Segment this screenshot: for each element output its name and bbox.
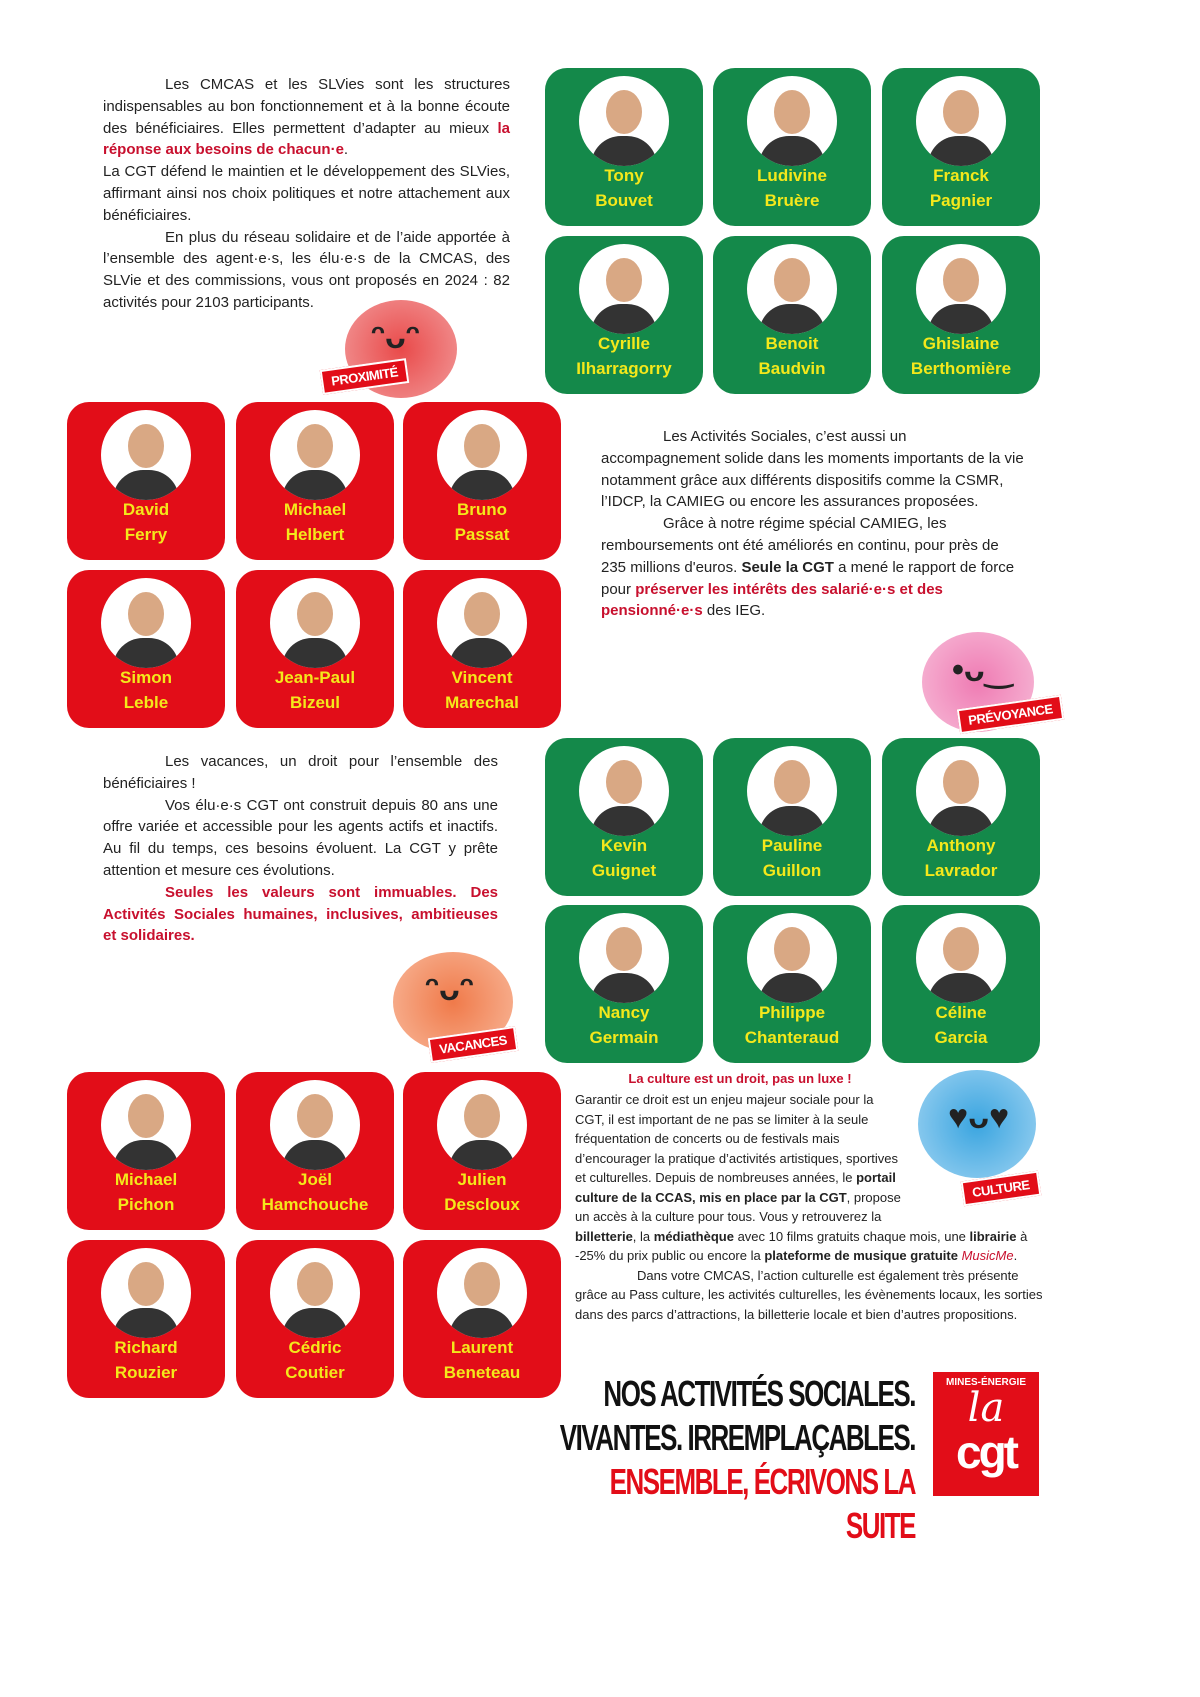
logo-subtitle: MINES-ÉNERGIE — [945, 1377, 1026, 1388]
member-first-name: Michael — [114, 1170, 178, 1189]
member-card — [545, 738, 703, 896]
member-first-name: Philippe — [758, 1003, 826, 1022]
member-photo — [437, 1248, 527, 1338]
member-last-name: Passat — [454, 525, 510, 544]
member-first-name: Cyrille — [598, 334, 650, 353]
member-last-name: Helbert — [285, 525, 345, 544]
wink-smiley-icon: •ᴗ‿ — [952, 651, 1013, 689]
member-first-name: Céline — [935, 1003, 987, 1022]
prevoyance-label: PRÉVOYANCE — [957, 695, 1064, 734]
member-first-name: Simon — [120, 668, 172, 687]
text-segment: MusicMe — [961, 1248, 1014, 1263]
slogan-line-2: VIVANTES. IRREMPLAÇABLES. — [559, 1417, 915, 1458]
logo-la: la — [967, 1385, 1005, 1431]
vacances-text — [103, 751, 498, 947]
member-photo — [747, 746, 837, 836]
member-last-name: Berthomière — [910, 359, 1012, 378]
text-segment: Grâce à notre régime spécial CAMIEG, les remboursements ont été améliorés en continu, pour près de 235 millions d'euros. — [601, 515, 999, 576]
paragraph — [575, 1266, 1045, 1325]
member-photo — [101, 578, 191, 668]
text-segment: , la — [632, 1228, 654, 1244]
member-last-name: Pagnier — [929, 191, 993, 210]
member-photo — [270, 1080, 360, 1170]
member-last-name: Garcia — [934, 1028, 988, 1047]
vacances-sticker — [393, 952, 513, 1057]
member-card — [403, 570, 561, 728]
member-first-name: Franck — [933, 166, 989, 185]
culture-title: La culture est un droit, pas un luxe ! — [628, 1071, 852, 1086]
text-segment: . — [343, 141, 349, 159]
member-first-name: Nancy — [598, 1003, 650, 1022]
text-segment: La CGT défend le maintien et le développement des SLVies, affirmant ainsi nos choix politiques et notre attachement aux bénéficiaires. — [103, 163, 510, 224]
member-first-name: Ghislaine — [922, 334, 1000, 353]
member-last-name: Baudvin — [758, 359, 826, 378]
member-card — [545, 68, 703, 226]
member-card — [713, 905, 871, 1063]
intro-text — [103, 74, 510, 314]
member-photo — [916, 913, 1006, 1003]
text-segment: préserver les intérêts des salarié·e·s et des pensionné·e·s — [601, 580, 943, 620]
slogan — [559, 1372, 915, 1548]
member-photo — [437, 578, 527, 668]
text-segment: billetterie — [575, 1228, 633, 1244]
member-card — [67, 402, 225, 560]
member-card — [67, 570, 225, 728]
member-photo — [270, 1248, 360, 1338]
member-card — [236, 1240, 394, 1398]
member-photo — [747, 913, 837, 1003]
member-photo — [747, 244, 837, 334]
member-last-name: Hamchouche — [261, 1195, 369, 1214]
text-segment: plateforme de musique gratuite — [764, 1248, 958, 1263]
member-card — [67, 1072, 225, 1230]
text-segment: des IEG. — [702, 602, 766, 620]
proximite-sticker — [330, 300, 457, 398]
member-last-name: Bouvet — [595, 191, 653, 210]
member-photo — [101, 1080, 191, 1170]
paragraph — [103, 882, 498, 947]
prevoyance-sticker — [922, 632, 1054, 732]
smiley-icon: ᵔᴗᵔ — [425, 970, 474, 1008]
member-card — [67, 1240, 225, 1398]
member-card — [403, 1240, 561, 1398]
member-first-name: Michael — [283, 500, 347, 519]
text-segment: . — [1013, 1248, 1018, 1263]
member-last-name: Ferry — [124, 525, 168, 544]
text-segment: à -25% du prix public ou encore la — [575, 1228, 1028, 1263]
text-segment: , propose un accès à la culture pour tous. Vous y retrouverez la — [575, 1189, 901, 1224]
member-card — [236, 402, 394, 560]
member-photo — [270, 578, 360, 668]
smiley-icon: ᵔᴗᵔ — [371, 318, 420, 356]
member-last-name: Germain — [589, 1028, 659, 1047]
member-photo — [579, 913, 669, 1003]
slogan-line-3: ENSEMBLE, ÉCRIVONS LA SUITE — [609, 1461, 915, 1546]
member-photo — [270, 410, 360, 500]
text-segment: avec 10 films gratuits chaque mois, une — [733, 1228, 970, 1244]
member-last-name: Marechal — [445, 693, 519, 712]
member-first-name: Laurent — [450, 1338, 514, 1357]
text-segment: Les Activités Sociales, c’est aussi un accompagnement solide dans les moments importants de la vie notamment grâce aux différents dispositifs comme la CSMR, l’IDCP, la CAMIEG ou encore les assurances proposées. — [601, 428, 1024, 511]
text-segment: Seule la CGT — [741, 558, 834, 576]
member-last-name: Beneteau — [443, 1363, 521, 1382]
text-segment: Vos élu·e·s CGT ont construit depuis 80 ans une offre variée et accessible pour les agents actifs et inactifs. Au fil du temps, ces besoins évoluent. La CGT y prête attention et mesure ces évolutions. — [103, 796, 498, 879]
member-photo — [101, 410, 191, 500]
member-first-name: Julien — [457, 1170, 507, 1189]
culture-label: CULTURE — [961, 1171, 1041, 1207]
paragraph — [103, 795, 498, 882]
member-photo — [579, 746, 669, 836]
member-last-name: Ilharragorry — [576, 359, 672, 378]
member-photo — [916, 244, 1006, 334]
member-card — [882, 905, 1040, 1063]
text-segment: médiathèque — [653, 1228, 734, 1244]
text-segment: Garantir ce droit est un enjeu majeur sociale pour la CGT, il est important de ne pas se limiter à la seule fréquentation de concerts ou de festivals mais d’encourager la pratique d’activités artistiques, sportives et culturelles. Depuis de nombreuses années, le — [575, 1092, 899, 1185]
proximite-label: PROXIMITÉ — [320, 358, 410, 395]
slogan-line-1: NOS ACTIVITÉS SOCIALES. — [603, 1373, 915, 1414]
member-last-name: Bizeul — [289, 693, 341, 712]
text-segment: librairie — [969, 1228, 1017, 1244]
culture-sticker — [918, 1070, 1036, 1200]
text-segment: Les CMCAS et les SLVies sont les structures indispensables au bon fonctionnement et à la bonne écoute des bénéficiaires. Elles permettent d’adapter au mieux — [103, 76, 510, 137]
member-card — [403, 402, 561, 560]
member-first-name: Tony — [604, 166, 644, 185]
member-last-name: Coutier — [285, 1363, 345, 1382]
member-first-name: David — [122, 500, 170, 519]
member-first-name: Anthony — [926, 836, 996, 855]
member-card — [236, 570, 394, 728]
member-last-name: Lavrador — [924, 861, 998, 880]
text-segment: portail culture de la CCAS, mis en place par la CGT — [575, 1170, 896, 1205]
text-segment: Seules les valeurs sont immuables. Des Activités Sociales humaines, inclusives, ambitieuses et solidaires. — [103, 883, 498, 945]
member-last-name: Leble — [123, 693, 169, 712]
member-photo — [916, 746, 1006, 836]
member-photo — [579, 76, 669, 166]
member-last-name: Bruère — [764, 191, 820, 210]
member-card — [882, 68, 1040, 226]
paragraph — [103, 74, 510, 161]
member-card — [236, 1072, 394, 1230]
paragraph — [103, 227, 510, 314]
heart-eyes-smiley-icon: ♥ᴗ♥ — [948, 1098, 1010, 1136]
member-first-name: Jean-Paul — [274, 668, 356, 687]
member-photo — [437, 410, 527, 500]
text-segment: Dans votre CMCAS, l’action culturelle est également très présente grâce au Pass culture, les activités culturelles, les évènements locaux, les sorties dans des parcs d’attractions, la billetterie locale et bien d’autres propositions. — [575, 1267, 1043, 1322]
member-last-name: Rouzier — [114, 1363, 178, 1382]
member-card — [882, 236, 1040, 394]
paragraph — [103, 751, 498, 795]
member-first-name: Ludivine — [757, 166, 827, 185]
member-first-name: Benoit — [765, 334, 819, 353]
member-card — [713, 738, 871, 896]
member-photo — [437, 1080, 527, 1170]
member-card — [403, 1072, 561, 1230]
text-segment: En plus du réseau solidaire et de l’aide apportée à l’ensemble des agent·e·s, les élu·e·s de la CMCAS, des SLVie et des commissions, vous ont proposés en 2024 : 82 activités pour 2103 participants. — [103, 228, 510, 311]
member-photo — [101, 1248, 191, 1338]
member-first-name: Bruno — [456, 500, 508, 519]
member-last-name: Pichon — [117, 1195, 175, 1214]
member-card — [545, 236, 703, 394]
member-last-name: Guignet — [591, 861, 657, 880]
member-card — [713, 68, 871, 226]
member-card — [713, 236, 871, 394]
member-first-name: Cédric — [288, 1338, 342, 1357]
member-last-name: Chanteraud — [744, 1028, 840, 1047]
member-card — [882, 738, 1040, 896]
member-photo — [916, 76, 1006, 166]
cgt-logo — [933, 1372, 1039, 1496]
text-segment: Les vacances, un droit pour l’ensemble des bénéficiaires ! — [103, 753, 498, 792]
member-first-name: Richard — [114, 1338, 178, 1357]
paragraph — [103, 161, 510, 226]
member-photo — [579, 244, 669, 334]
prevoyance-text — [601, 426, 1026, 622]
text-segment: a mené le rapport de force pour — [601, 558, 1015, 598]
member-first-name: Joël — [297, 1170, 333, 1189]
member-last-name: Guillon — [762, 861, 822, 880]
paragraph — [601, 426, 1026, 513]
member-last-name: Descloux — [444, 1195, 520, 1214]
member-first-name: Kevin — [600, 836, 648, 855]
member-card — [545, 905, 703, 1063]
member-photo — [747, 76, 837, 166]
member-first-name: Pauline — [761, 836, 823, 855]
member-first-name: Vincent — [451, 668, 513, 687]
logo-cgt: cgt — [956, 1426, 1016, 1478]
paragraph — [601, 513, 1026, 622]
vacances-label: VACANCES — [428, 1026, 519, 1063]
text-segment: la réponse aux besoins de chacun·e — [103, 119, 510, 159]
